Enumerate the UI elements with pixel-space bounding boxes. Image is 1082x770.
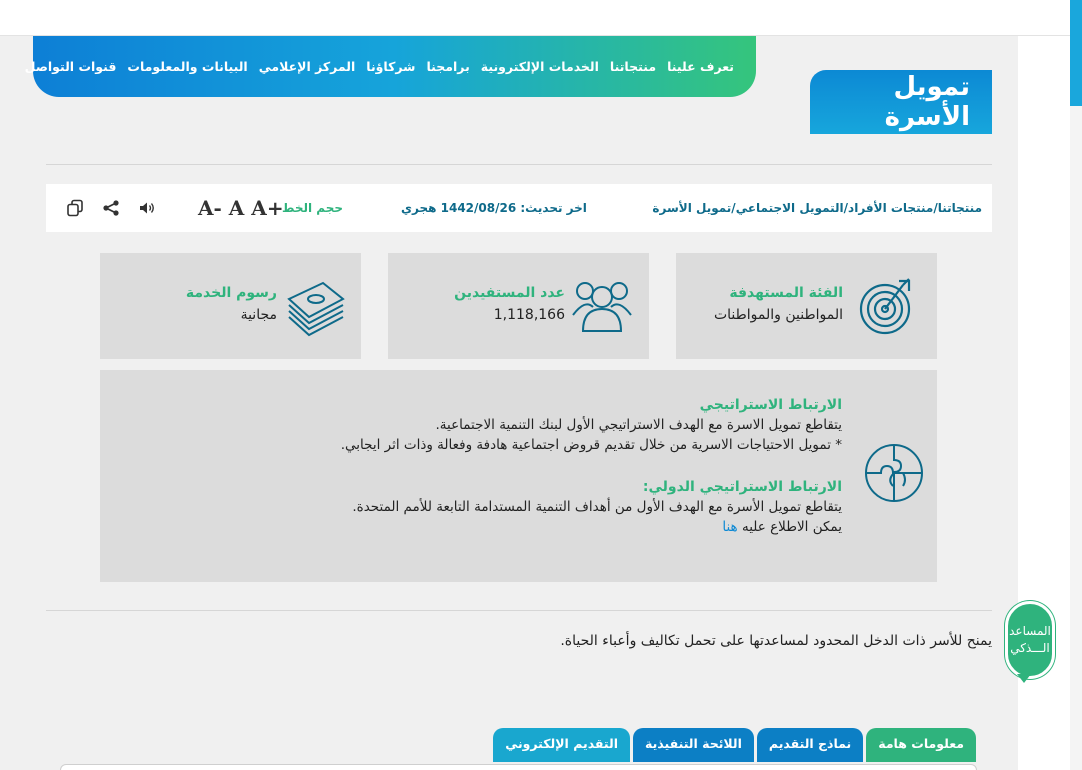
- target-icon: [857, 275, 917, 341]
- nav-item-products[interactable]: منتجاتنا: [609, 59, 657, 74]
- people-group-icon: [569, 275, 635, 339]
- nav-item-programs[interactable]: برامجنا: [426, 59, 470, 74]
- beneficiaries-card: [388, 253, 649, 359]
- product-description: يمنح للأسر ذات الدخل المحدود لمساعدتها على تحمل تكاليف وأعباء الحياة.: [560, 633, 992, 649]
- breadcrumb-separator: /: [843, 201, 849, 215]
- target-audience-value: المواطنين والمواطنات: [713, 307, 843, 323]
- font-size-label: حجم الخط: [282, 201, 344, 215]
- strategy-here-link[interactable]: هنا: [722, 519, 738, 535]
- share-icon[interactable]: [100, 197, 122, 219]
- page-title: تمويل الأسرة: [810, 70, 992, 134]
- scrollbar-thumb[interactable]: [1070, 0, 1082, 106]
- strategy-line-4-text: يمكن الاطلاع عليه: [741, 519, 842, 535]
- last-updated-suffix: هجري: [401, 201, 437, 215]
- strategy-heading: الارتباط الاستراتيجي: [699, 397, 842, 413]
- tab-panel: [60, 764, 977, 770]
- copy-icon[interactable]: [64, 197, 86, 219]
- service-fees-card: [100, 253, 361, 359]
- tab-online-application[interactable]: التقديم الإلكتروني: [493, 728, 630, 762]
- money-stack-icon: [283, 275, 349, 341]
- last-updated-date: 1442/08/26: [440, 201, 517, 215]
- international-strategy-heading: الارتباط الاستراتيجي الدولي:: [642, 479, 842, 495]
- tool-icons: [64, 197, 158, 219]
- tab-important-info[interactable]: معلومات هامة: [866, 728, 976, 762]
- last-updated-label: اخر تحديث:: [520, 201, 587, 215]
- font-normal-button[interactable]: A: [228, 196, 245, 220]
- service-fees-value: مجانية: [240, 307, 277, 323]
- last-updated: [401, 184, 587, 232]
- target-audience-label: الفئة المستهدفة: [729, 285, 843, 301]
- breadcrumb-separator: /: [933, 201, 938, 215]
- tab-executive-regulations[interactable]: اللائحة التنفيذية: [633, 728, 754, 762]
- main-navigation: [24, 36, 756, 97]
- strategy-line-1: يتقاطع تمويل الاسرة مع الهدف الاستراتيجي الأول لبنك التنمية الاجتماعية.: [435, 417, 842, 433]
- strategy-line-3: يتقاطع تمويل الأسرة مع الهدف الأول من أهداف التنمية المستدامة التابعة للأمم المتحدة.: [352, 499, 842, 515]
- font-size-controls: [198, 184, 284, 232]
- font-increase-button[interactable]: A+: [251, 196, 284, 220]
- speaker-icon[interactable]: [136, 197, 158, 219]
- breadcrumb-products[interactable]: منتجاتنا: [937, 201, 982, 215]
- strategic-alignment-section: [100, 370, 937, 582]
- target-audience-card: [676, 253, 937, 359]
- info-tabs: [493, 728, 976, 762]
- breadcrumb-individual-products[interactable]: منتجات الأفراد: [848, 201, 934, 215]
- divider: [46, 164, 992, 165]
- page-scrollbar[interactable]: [1070, 0, 1082, 770]
- main-content: [0, 36, 1018, 770]
- beneficiaries-label: عدد المستفيدين: [454, 285, 565, 301]
- page-toolbar: [46, 184, 992, 232]
- nav-item-media-center[interactable]: المركز الإعلامي: [258, 59, 356, 74]
- breadcrumb-separator: /: [731, 201, 736, 215]
- breadcrumb-current: تمويل الأسرة: [652, 201, 732, 215]
- strategy-line-2: * تمويل الاحتياجات الاسرية من خلال تقديم قروض اجتماعية هادفة وفعالة وذات اثر ايجابي.: [340, 437, 842, 453]
- service-fees-label: رسوم الخدمة: [185, 285, 277, 301]
- nav-item-about[interactable]: تعرف علينا: [667, 59, 734, 74]
- nav-item-partners[interactable]: شركاؤنا: [366, 59, 416, 74]
- smart-assistant-label: المساعد: [1009, 624, 1051, 638]
- puzzle-icon: [863, 440, 925, 510]
- smart-assistant-button[interactable]: [1005, 601, 1055, 679]
- breadcrumb-social-finance[interactable]: التمويل الاجتماعي: [735, 201, 844, 215]
- nav-item-data[interactable]: البيانات والمعلومات: [127, 59, 248, 74]
- nav-item-e-services[interactable]: الخدمات الإلكترونية: [480, 59, 599, 74]
- beneficiaries-value: 1,118,166: [493, 307, 565, 323]
- tab-application-forms[interactable]: نماذج التقديم: [757, 728, 863, 762]
- strategy-line-4: [152, 517, 842, 537]
- top-header-bar: [0, 0, 1082, 36]
- font-decrease-button[interactable]: A-: [198, 196, 222, 220]
- nav-item-contact[interactable]: قنوات التواصل: [24, 59, 117, 74]
- breadcrumb: [652, 184, 982, 232]
- divider: [46, 610, 992, 611]
- smart-assistant-label-2: الـــذكي: [1010, 641, 1050, 655]
